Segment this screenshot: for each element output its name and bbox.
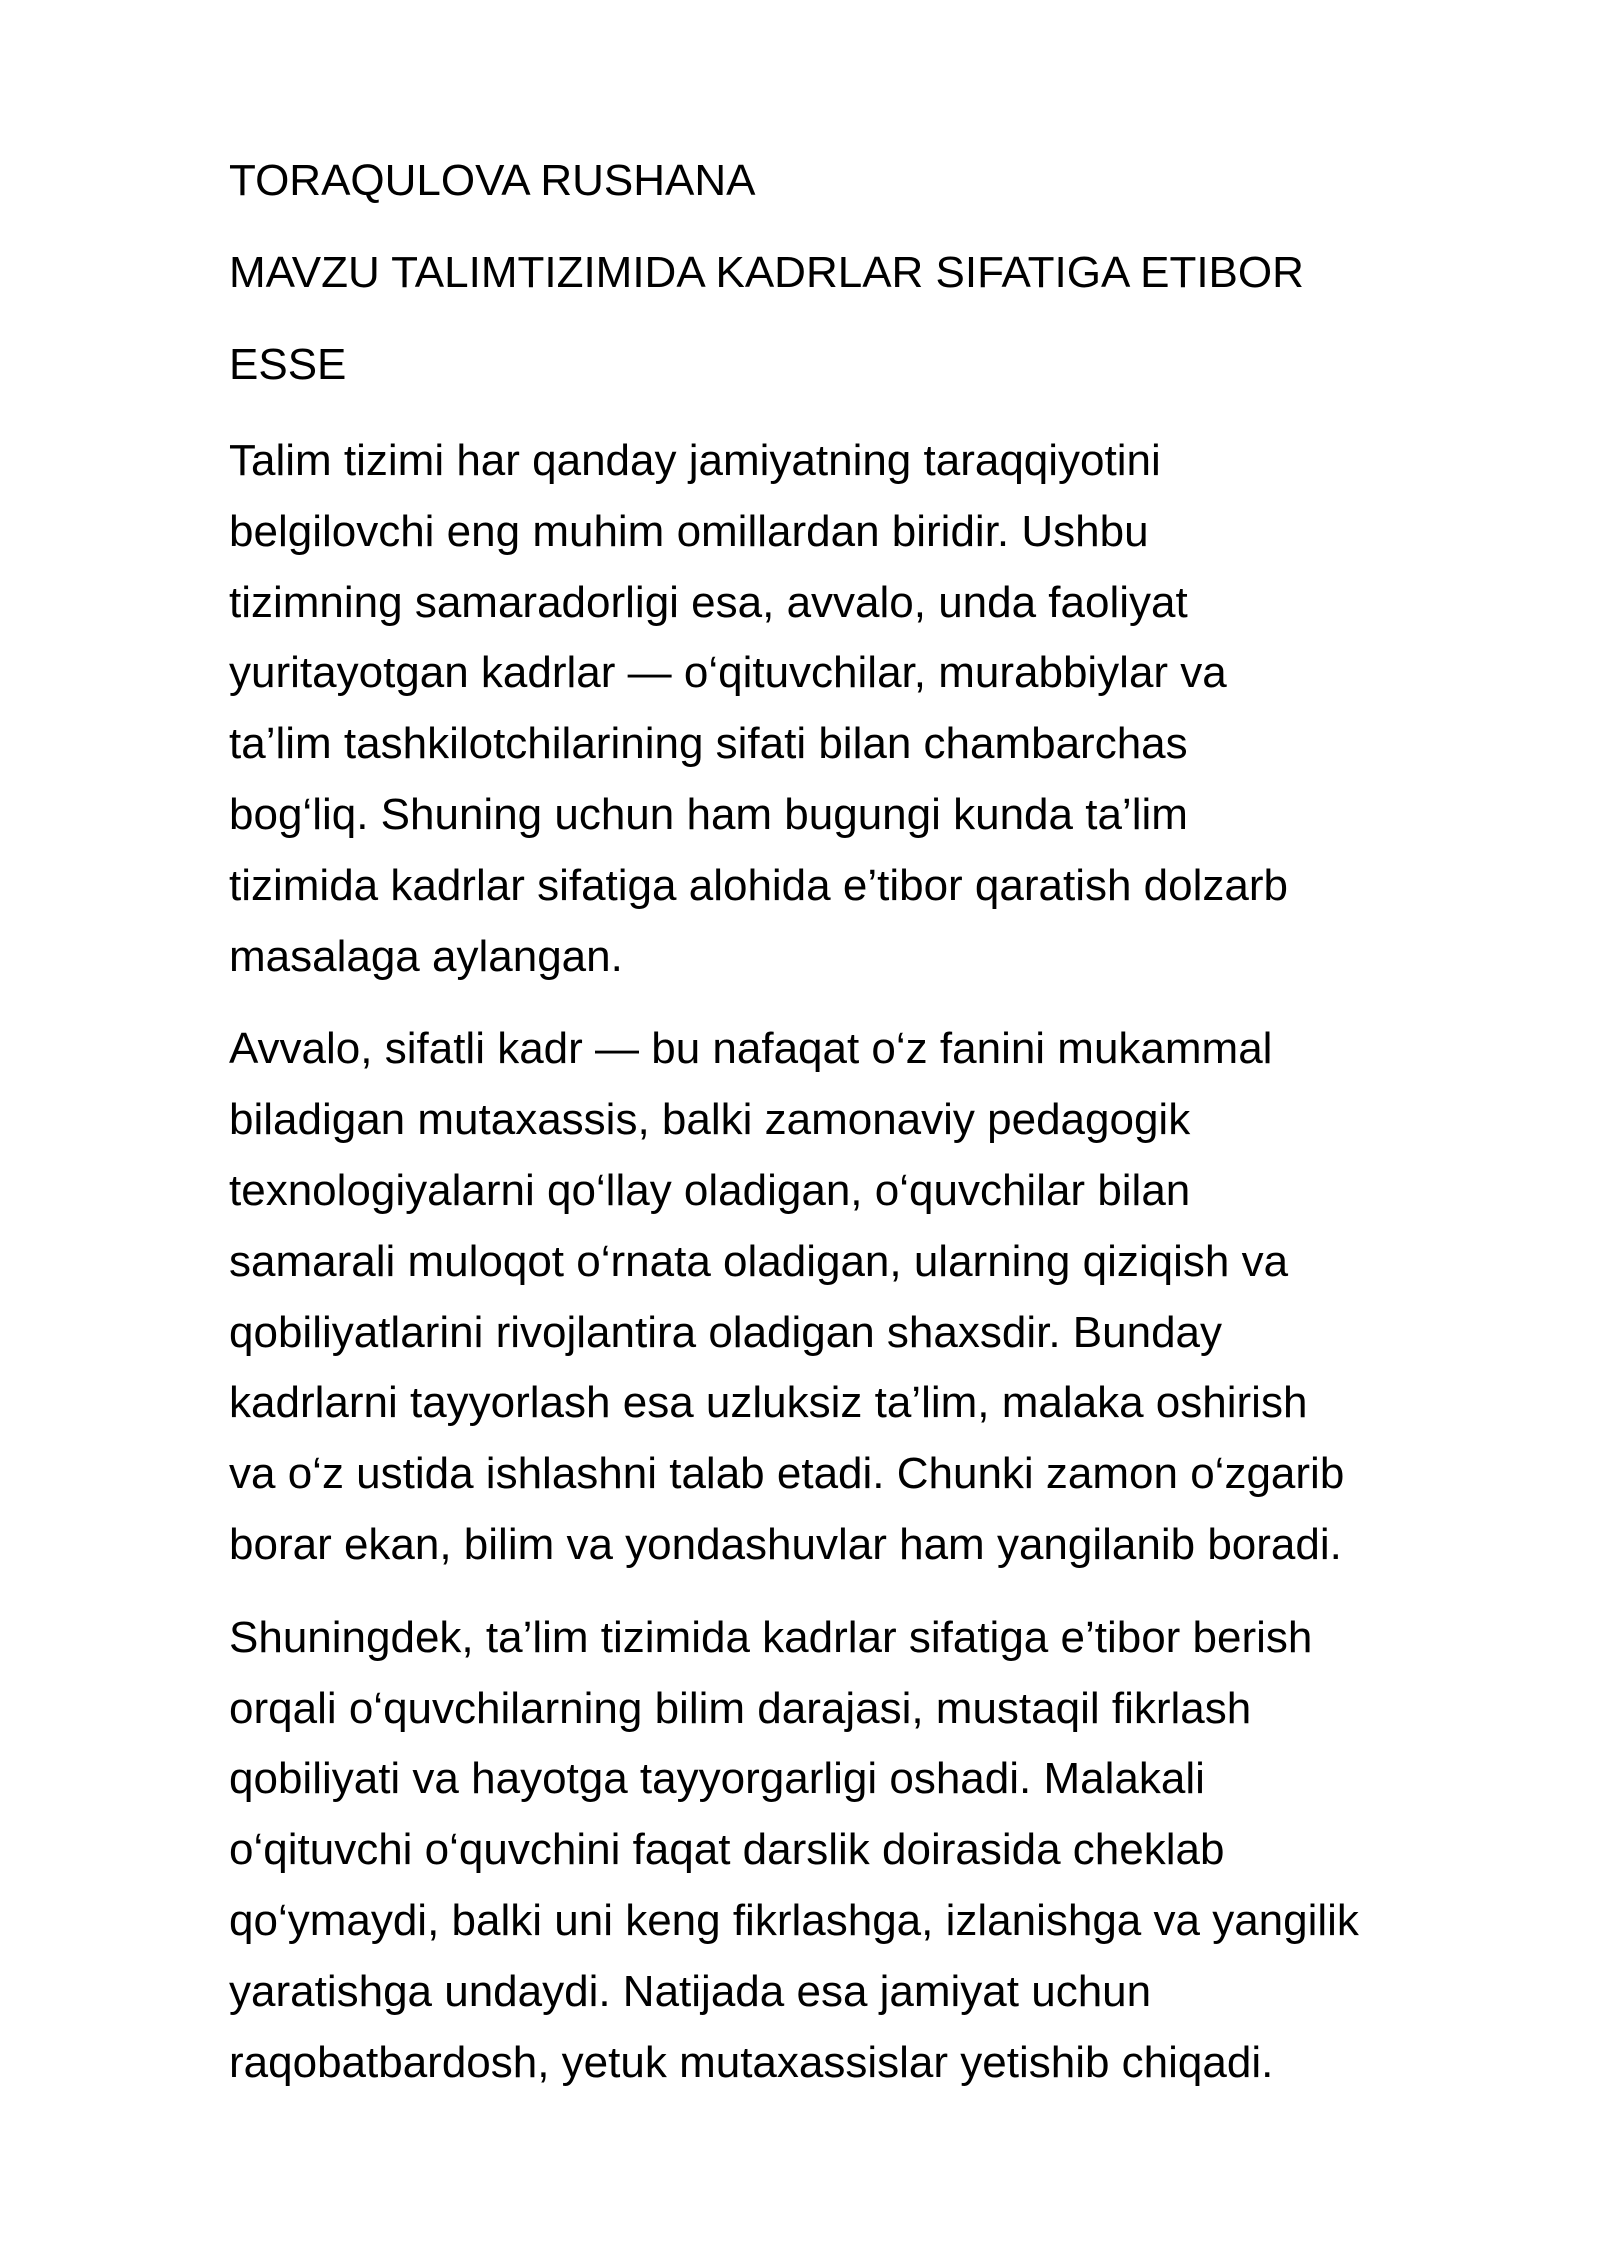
document-page bbox=[229, 150, 1519, 2120]
paragraph-line: masalaga aylangan. bbox=[229, 931, 623, 981]
paragraph-line: yaratishga undaydi. Natijada esa jamiyat uchun bbox=[229, 1966, 1152, 2016]
paragraph-1 bbox=[229, 426, 1519, 992]
paragraph-line: orqali o‘quvchilarning bilim darajasi, mustaqil fikrlash bbox=[229, 1683, 1252, 1733]
paragraph-line: tizimning samaradorligi esa, avvalo, unda faoliyat bbox=[229, 577, 1188, 627]
topic-title: MAVZU TALIMTIZIMIDA KADRLAR SIFATIGA ETIBOR bbox=[229, 248, 1304, 297]
paragraph-line: o‘qituvchi o‘quvchini faqat darslik doirasida cheklab bbox=[229, 1825, 1225, 1875]
paragraph-line: Avvalo, sifatli kadr — bu nafaqat o‘z fanini mukammal bbox=[229, 1024, 1273, 1074]
paragraph-line: yuritayotgan kadrlar — o‘qituvchilar, murabbiylar va bbox=[229, 648, 1227, 698]
author-name: TORAQULOVA RUSHANA bbox=[229, 156, 756, 205]
paragraph-line: qobiliyati va hayotga tayyorgarligi oshadi. Malakali bbox=[229, 1754, 1205, 1804]
paragraph-3 bbox=[229, 1603, 1519, 2099]
paragraph-line: tizimida kadrlar sifatiga alohida e’tibor qaratish dolzarb bbox=[229, 860, 1288, 910]
paragraph-line: qo‘ymaydi, balki uni keng fikrlashga, izlanishga va yangilik bbox=[229, 1895, 1359, 1945]
genre-label: ESSE bbox=[229, 340, 347, 389]
paragraph-line: Shuningdek, ta’lim tizimida kadrlar sifatiga e’tibor berish bbox=[229, 1612, 1313, 1662]
paragraph-line: bog‘liq. Shuning uchun ham bugungi kunda ta’lim bbox=[229, 789, 1188, 839]
paragraph-line: Talim tizimi har qanday jamiyatning taraqqiyotini bbox=[229, 436, 1161, 485]
paragraph-line: qobiliyatlarini rivojlantira oladigan shaxsdir. Bunday bbox=[229, 1307, 1223, 1357]
paragraph-line: texnologiyalarni qo‘llay oladigan, o‘quvchilar bilan bbox=[229, 1165, 1191, 1215]
paragraph-line: belgilovchi eng muhim omillardan biridir. Ushbu bbox=[229, 506, 1149, 556]
paragraph-line: ta’lim tashkilotchilarining sifati bilan chambarchas bbox=[229, 719, 1188, 769]
paragraph-line: samarali muloqot o‘rnata oladigan, ularning qiziqish va bbox=[229, 1236, 1289, 1286]
paragraph-line: borar ekan, bilim va yondashuvlar ham yangilanib boradi. bbox=[229, 1519, 1342, 1569]
paragraph-line: va o‘z ustida ishlashni talab etadi. Chunki zamon o‘zgarib bbox=[229, 1449, 1345, 1499]
paragraph-line: raqobatbardosh, yetuk mutaxassislar yetishib chiqadi. bbox=[229, 2037, 1274, 2087]
paragraph-line: biladigan mutaxassis, balki zamonaviy pedagogik bbox=[229, 1095, 1191, 1145]
paragraph-2 bbox=[229, 1014, 1519, 1580]
paragraph-line: kadrlarni tayyorlash esa uzluksiz ta’lim, malaka oshirish bbox=[229, 1378, 1308, 1428]
